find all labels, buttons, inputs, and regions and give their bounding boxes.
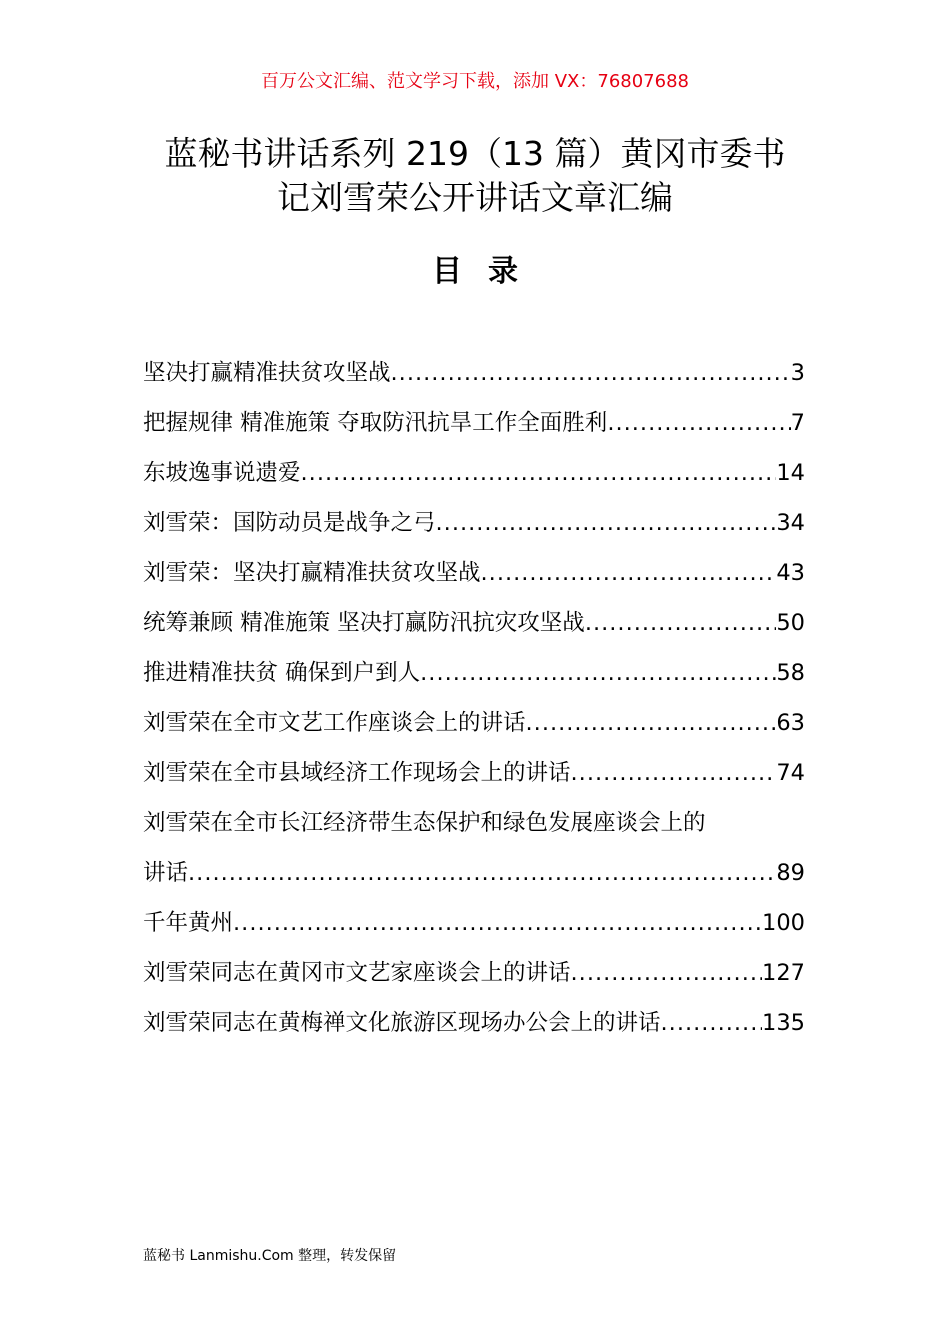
- toc-entry-title: 刘雪荣：国防动员是战争之弓: [143, 510, 436, 536]
- toc-entry-title: 刘雪荣同志在黄冈市文艺家座谈会上的讲话: [143, 960, 571, 986]
- toc-entry[interactable]: [143, 998, 805, 1048]
- toc-entry[interactable]: [143, 348, 805, 398]
- toc-entry[interactable]: [143, 698, 805, 748]
- toc-dot-leader: [607, 398, 790, 448]
- toc-entry-page: 34: [776, 510, 805, 536]
- toc-entry-page: 43: [776, 560, 805, 586]
- toc-entry-title: 推进精准扶贫 确保到户到人: [143, 660, 421, 686]
- toc-entry-page: 127: [762, 960, 805, 986]
- toc-entry[interactable]: [143, 548, 805, 598]
- toc-entry[interactable]: [143, 598, 805, 648]
- toc-entry-title: 刘雪荣：坚决打赢精准扶贫攻坚战: [143, 560, 481, 586]
- toc-entry-title: 统筹兼顾 精准施策 坚决打赢防汛抗灾攻坚战: [143, 610, 585, 636]
- document-title-line-1: 蓝秘书讲话系列 219（13 篇）黄冈市委书: [164, 134, 786, 173]
- toc-dot-leader: [571, 948, 763, 998]
- toc-dot-leader: [571, 748, 777, 798]
- footer-source-note: 蓝秘书 Lanmishu.Com 整理，转发保留: [143, 1248, 397, 1264]
- toc-dot-leader: [661, 998, 763, 1048]
- toc-dot-leader: [436, 498, 777, 548]
- header-watermark-note: 百万公文汇编、范文学习下载，添加 VX：76807688: [261, 71, 689, 92]
- toc-entry-title-line-2: 讲话: [143, 860, 189, 886]
- toc-entry[interactable]: [143, 898, 805, 948]
- toc-dot-leader: [301, 448, 777, 498]
- toc-dot-leader: [585, 598, 777, 648]
- toc-dot-leader: [481, 548, 777, 598]
- toc-entry[interactable]: [143, 648, 805, 698]
- toc-entry-page: 89: [776, 860, 805, 886]
- toc-entry-title: 千年黄州: [143, 910, 234, 936]
- toc-dot-leader: [391, 348, 791, 398]
- toc-dot-leader: [233, 898, 762, 948]
- toc-dot-leader: [420, 648, 776, 698]
- toc-entry-title: 刘雪荣在全市县域经济工作现场会上的讲话: [143, 760, 571, 786]
- toc-dot-leader: [188, 848, 776, 898]
- toc-dot-leader: [526, 698, 777, 748]
- toc-entry-page: 50: [776, 610, 805, 636]
- toc-entry-title: 刘雪荣同志在黄梅禅文化旅游区现场办公会上的讲话: [143, 1010, 661, 1036]
- toc-entry-page: 58: [776, 660, 805, 686]
- toc-entry-page: 100: [762, 910, 805, 936]
- toc-entry-title: 把握规律 精准施策 夺取防汛抗旱工作全面胜利: [143, 410, 608, 436]
- toc-entry[interactable]: [143, 498, 805, 548]
- toc-entry[interactable]: [143, 798, 805, 898]
- table-of-contents: [143, 348, 805, 1048]
- toc-entry-title-line-1: 刘雪荣在全市长江经济带生态保护和绿色发展座谈会上的: [143, 810, 706, 836]
- toc-entry-page: 7: [790, 410, 805, 436]
- toc-entry[interactable]: [143, 398, 805, 448]
- toc-entry[interactable]: [143, 748, 805, 798]
- toc-entry-page: 14: [776, 460, 805, 486]
- toc-entry-page: 74: [776, 760, 805, 786]
- toc-entry[interactable]: [143, 948, 805, 998]
- toc-entry-second-line: [143, 848, 805, 898]
- toc-entry-page: 63: [776, 710, 805, 736]
- toc-entry-title: 坚决打赢精准扶贫攻坚战: [143, 360, 391, 386]
- toc-entry-title: 刘雪荣在全市文艺工作座谈会上的讲话: [143, 710, 526, 736]
- toc-entry-page: 3: [790, 360, 805, 386]
- toc-heading: 目录: [432, 254, 544, 289]
- document-title: [140, 132, 810, 220]
- toc-entry-title: 东坡逸事说遗爱: [143, 460, 301, 486]
- document-title-line-2: 记刘雪荣公开讲话文章汇编: [277, 178, 673, 217]
- toc-entry-page: 135: [762, 1010, 805, 1036]
- toc-entry[interactable]: [143, 448, 805, 498]
